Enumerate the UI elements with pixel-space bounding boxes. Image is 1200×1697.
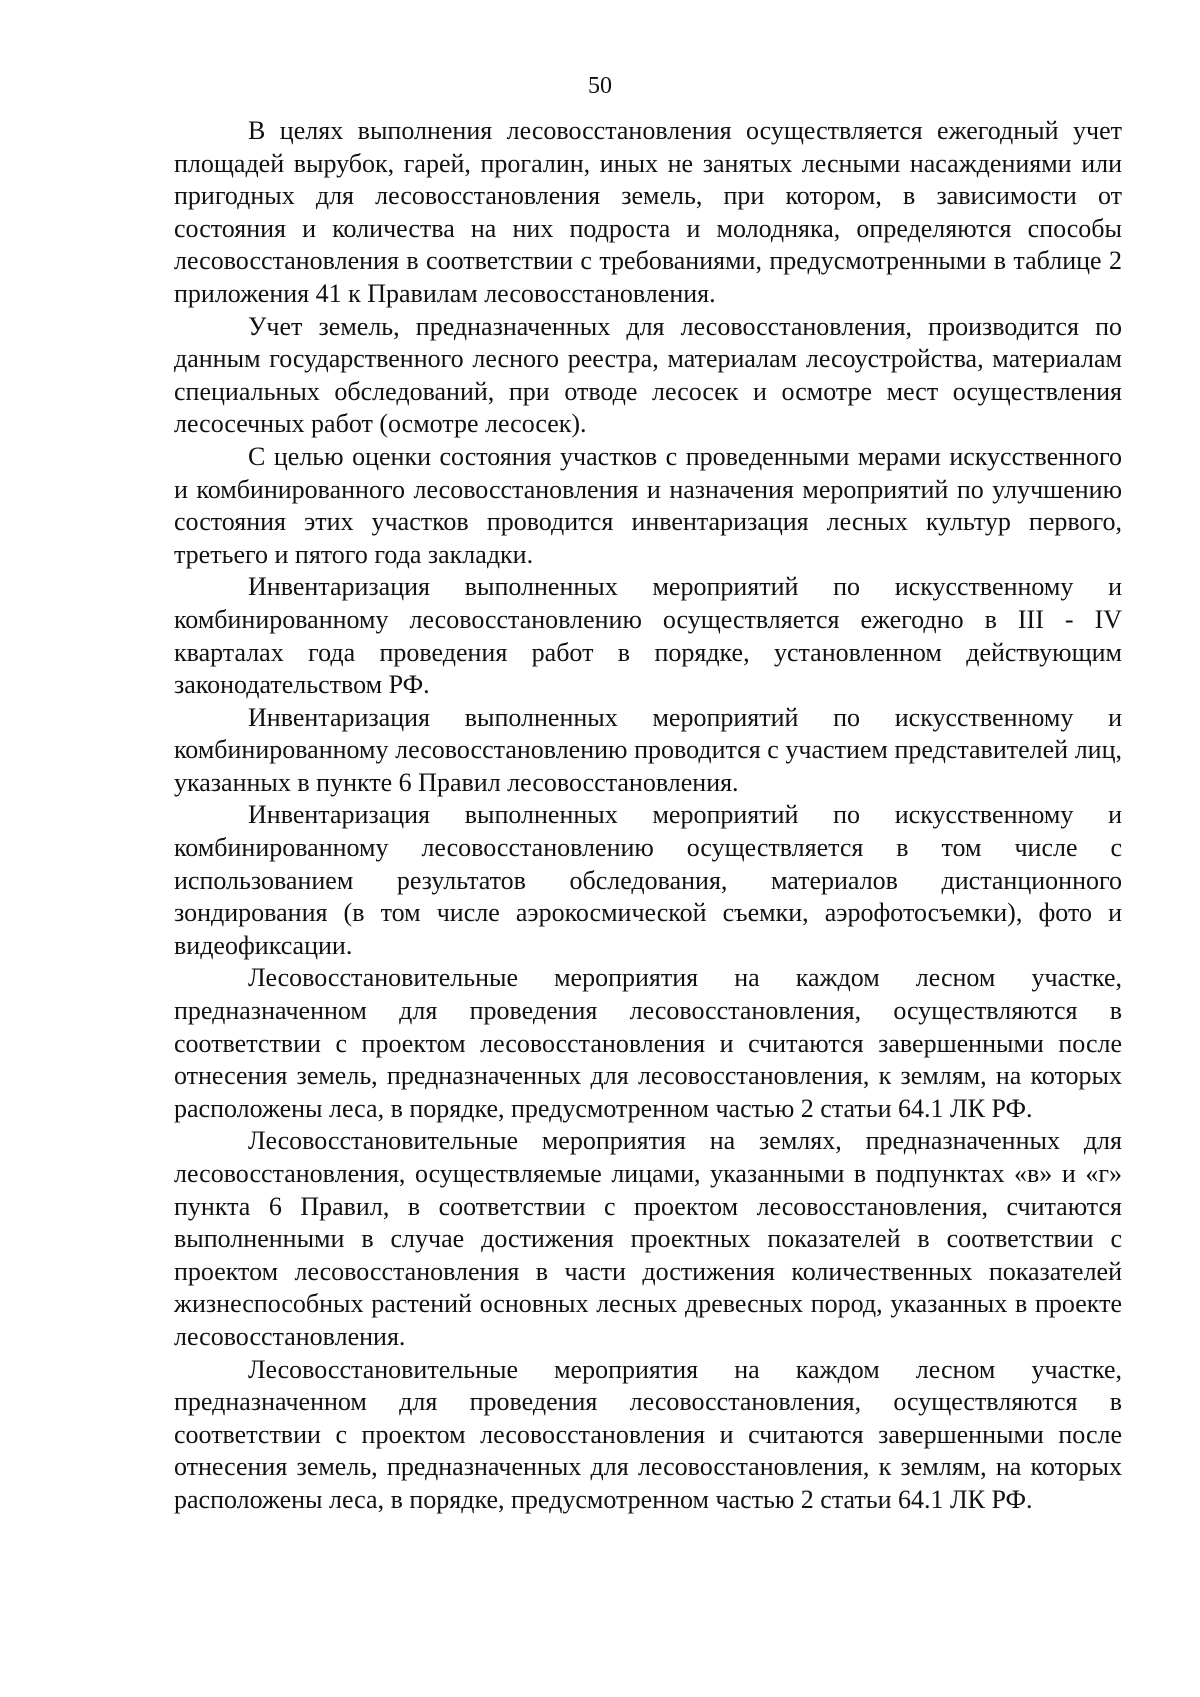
page-number: 50	[588, 73, 612, 99]
paragraph-land-accounting: Учет земель, предназначенных для лесовосстановления, производится по данным государственного лесного реестра, материалам лесоустройства, материалам специальных обследований, при отводе лесосек и осмотре мест осуществления лесосечных работ (осмотре лесосек).	[174, 311, 1122, 439]
paragraph-completion-criteria-repeat: Лесовосстановительные мероприятия на каждом лесном участке, предназначенном для проведения лесовосстановления, осуществляются в соответствии с проектом лесовосстановления и считаются завершенными после отнесения земель, предназначенных для лесовосстановления, к землям, на которых расположены леса, в порядке, предусмотренном частью 2 статьи 64.1 ЛК РФ.	[174, 1354, 1122, 1514]
paragraph-inventory-methods: Инвентаризация выполненных мероприятий по искусственному и комбинированному лесовосстановлению осуществляется в том числе с использованием результатов обследования, материалов дистанционного зондирования (в том числе аэрокосмической съемки, аэрофотосъемки), фото и видеофиксации.	[174, 800, 1122, 960]
paragraph-completion-criteria: Лесовосстановительные мероприятия на каждом лесном участке, предназначенном для проведения лесовосстановления, осуществляются в соответствии с проектом лесовосстановления и считаются завершенными после отнесения земель, предназначенных для лесовосстановления, к землям, на которых расположены леса, в порядке, предусмотренном частью 2 статьи 64.1 ЛК РФ.	[174, 963, 1122, 1123]
paragraph-inventory-timing: Инвентаризация выполненных мероприятий по искусственному и комбинированному лесовосстановлению осуществляется ежегодно в III - IV кварталах года проведения работ в порядке, установленном действующим законодательством РФ.	[174, 572, 1122, 700]
paragraph-inventory-participants: Инвентаризация выполненных мероприятий по искусственному и комбинированному лесовосстановлению проводится с участием представителей лиц, указанных в пункте 6 Правил лесовосстановления.	[174, 702, 1122, 797]
paragraph-performance-criteria: Лесовосстановительные мероприятия на землях, предназначенных для лесовосстановления, осуществляемые лицами, указанными в подпунктах «в» и «г» пункта 6 Правил, в соответствии с проектом лесовосстановления, считаются выполненными в случае достижения проектных показателей в соответствии с проектом лесовосстановления в части достижения количественных показателей жизнеспособных растений основных лесных древесных пород, указанных в проекте лесовосстановления.	[174, 1126, 1122, 1351]
document-body	[174, 115, 1122, 1517]
paragraph-annual-accounting: В целях выполнения лесовосстановления осуществляется ежегодный учет площадей вырубок, гарей, прогалин, иных не занятых лесными насаждениями или пригодных для лесовосстановления земель, при котором, в зависимости от состояния и количества на них подроста и молодняка, определяются способы лесовосстановления в соответствии с требованиями, предусмотренными в таблице 2 приложения 41 к Правилам лесовосстановления.	[174, 116, 1122, 308]
paragraph-inventory-purpose: С целью оценки состояния участков с проведенными мерами искусственного и комбинированного лесовосстановления и назначения мероприятий по улучшению состояния этих участков проводится инвентаризация лесных культур первого, третьего и пятого года закладки.	[174, 441, 1122, 569]
